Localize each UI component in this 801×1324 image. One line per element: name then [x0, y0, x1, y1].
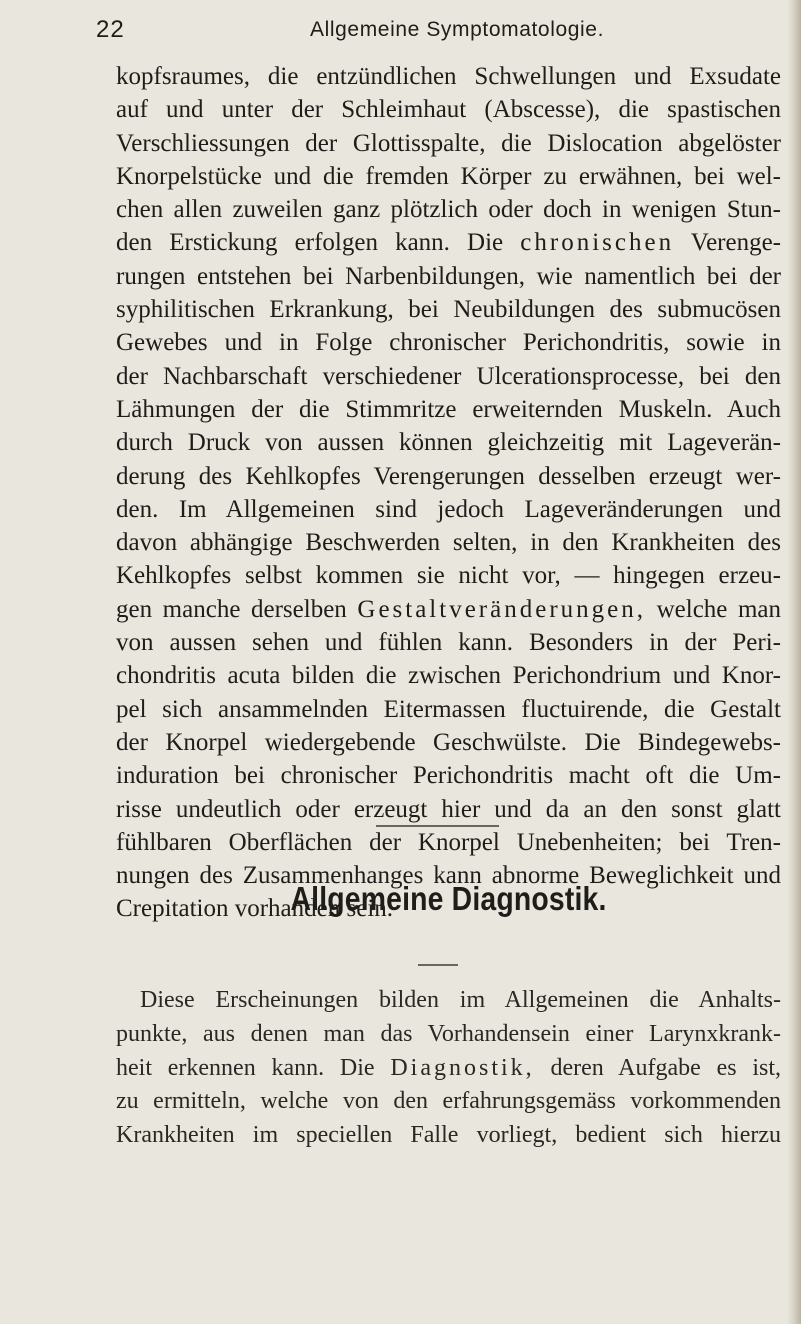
running-title: Allgemeine Symptomatologie. — [310, 18, 605, 41]
body-paragraph-2 — [116, 984, 781, 1153]
text-line: der Nachbarschaft verschiedener Ulcerationsprocesse, bei den — [116, 362, 781, 390]
text-line: der Knorpel wiedergebende Geschwülste. Die Bindegewebs- — [116, 728, 781, 756]
text-line: Diese Erscheinungen bilden im Allgemeinen die Anhalts- — [140, 987, 781, 1013]
text-line: zu ermitteln, welche von den erfahrungsgemäss vorkommenden — [116, 1088, 781, 1115]
section-divider-short — [418, 964, 458, 966]
text-fragment: deren Aufgabe es ist, — [550, 1054, 782, 1081]
text-fragment: gen manche derselben — [116, 595, 347, 623]
text-line: durch Druck von aussen können gleichzeitig mit Lageverän- — [116, 429, 781, 457]
text-line: rungen entstehen bei Narbenbildungen, wie namentlich bei der — [116, 262, 781, 290]
page-header — [96, 16, 786, 56]
page-edge-shadow — [787, 0, 801, 1324]
text-line: chondritis acuta bilden die zwischen Perichondrium und Knor- — [116, 662, 781, 690]
text-fragment: welche man — [656, 595, 782, 623]
text-line: nungen des Zusammenhanges kann abnorme Beweglichkeit und — [116, 862, 781, 890]
text-line: auf und unter der Schleimhaut (Abscesse), die spastischen — [116, 96, 781, 124]
text-line: davon abhängige Beschwerden selten, in den Krankheiten des — [116, 529, 781, 557]
text-line: risse undeutlich oder erzeugt hier und da an den sonst glatt — [116, 795, 781, 823]
text-line: Krankheiten im speciellen Falle vorliegt, bedient sich hierzu — [116, 1122, 781, 1149]
text-line: pel sich ansammelnden Eitermassen fluctuirende, die Gestalt — [116, 695, 781, 723]
text-fragment: den Erstickung erfolgen kann. Die — [116, 229, 504, 257]
text-line: chen allen zuweilen ganz plötzlich oder doch in wenigen Stun- — [116, 196, 781, 224]
page-number: 22 — [96, 16, 125, 43]
text-line: von aussen sehen und fühlen kann. Besonders in der Peri- — [116, 629, 781, 657]
text-line-with-emphasis — [116, 1052, 781, 1086]
text-line: den. Im Allgemeinen sind jedoch Lageveränderungen und — [116, 495, 781, 523]
section-heading: Allgemeine Diagnostik. — [290, 880, 607, 917]
text-line: punkte, aus denen man das Vorhandensein einer Larynxkrank- — [116, 1020, 781, 1047]
text-line: fühlbaren Oberflächen der Knorpel Unebenheiten; bei Tren- — [116, 828, 781, 856]
text-line: Gewebes und in Folge chronischer Perichondritis, sowie in — [116, 329, 781, 357]
text-line: induration bei chronischer Perichondritis macht oft die Um- — [116, 762, 781, 790]
text-line: syphilitischen Erkrankung, bei Neubildungen des submucösen — [116, 296, 781, 324]
section-divider-long — [376, 825, 499, 827]
body-paragraph-1 — [116, 60, 781, 926]
text-line: Knorpelstücke und die fremden Körper zu erwähnen, bei wel- — [116, 162, 781, 190]
emphasized-term: Diagnostik, — [390, 1054, 535, 1081]
text-fragment: Verenge- — [690, 229, 782, 257]
text-fragment: heit erkennen kann. Die — [116, 1054, 375, 1081]
text-line: Kehlkopfes selbst kommen sie nicht vor, — hingegen erzeu- — [116, 562, 781, 590]
text-line: Verschliessungen der Glottisspalte, die Dislocation abgelöster — [116, 129, 781, 157]
text-line: Lähmungen der die Stimmritze erweiternden Muskeln. Auch — [116, 395, 781, 423]
text-line: kopfsraumes, die entzündlichen Schwellungen und Exsudate — [116, 63, 781, 90]
text-line: Crepitation vorhanden sein. — [116, 895, 394, 923]
text-line-with-emphasis — [116, 226, 781, 259]
text-line: derung des Kehlkopfes Verengerungen desselben erzeugt wer- — [116, 462, 781, 490]
text-line-with-emphasis — [116, 593, 781, 626]
emphasized-term: Gestaltveränderungen, — [357, 595, 646, 623]
emphasized-term: chronischen — [520, 229, 675, 257]
